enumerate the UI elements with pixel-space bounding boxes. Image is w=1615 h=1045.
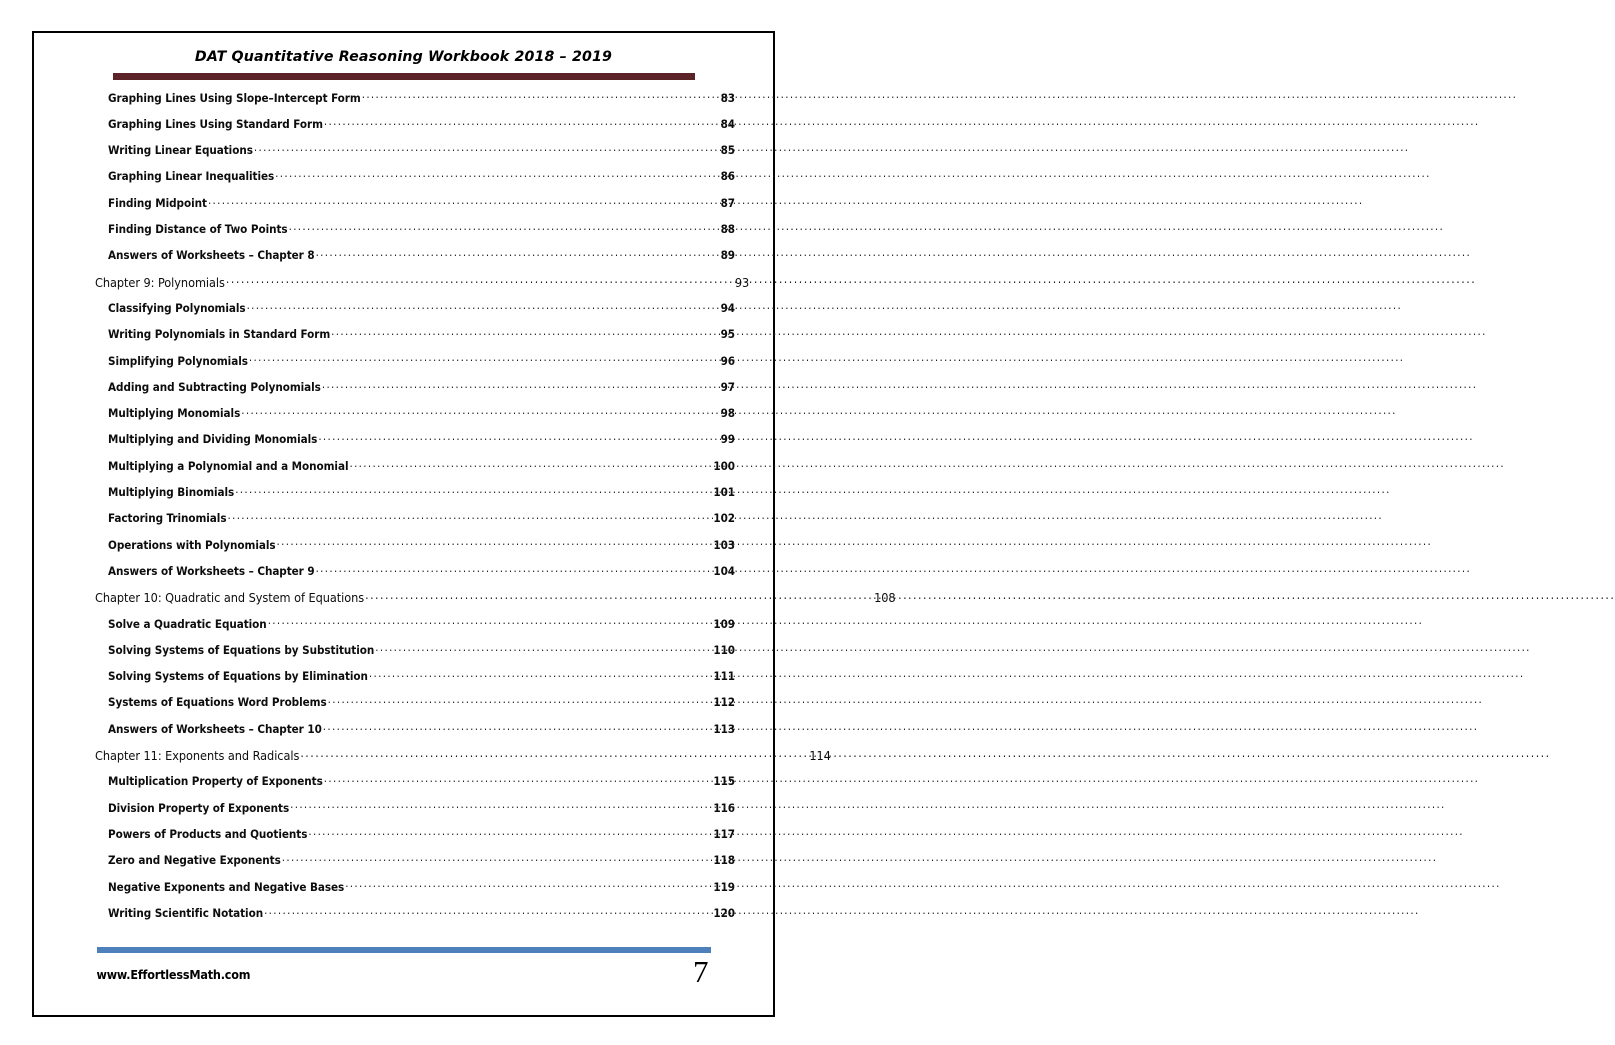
toc-entry-label: Multiplication Property of Exponents bbox=[108, 774, 323, 789]
toc-page-number: 112 bbox=[713, 695, 735, 710]
header-rule bbox=[113, 73, 695, 80]
toc-dot-leader bbox=[254, 143, 720, 155]
toc-entry-label: Chapter 9: Polynomials bbox=[95, 274, 225, 290]
toc-entry-label: Zero and Negative Exponents bbox=[108, 853, 281, 868]
toc-dot-leader bbox=[227, 511, 712, 523]
toc-dot-leader bbox=[308, 826, 712, 838]
toc-entry-label: Answers of Worksheets – Chapter 8 bbox=[108, 248, 315, 263]
toc-dot-leader bbox=[318, 432, 719, 444]
toc-entry-label: Adding and Subtracting Polynomials bbox=[108, 379, 321, 394]
toc-page-number: 99 bbox=[720, 432, 735, 447]
toc-page-number: 109 bbox=[713, 616, 735, 631]
toc-page-number: 93 bbox=[734, 274, 750, 290]
toc-chapter-row[interactable] bbox=[34, 274, 773, 300]
header-title: DAT Quantitative Reasoning Workbook 2018 – 2019 bbox=[194, 49, 613, 65]
toc-dot-leader bbox=[300, 747, 808, 760]
toc-page-number: 85 bbox=[720, 143, 735, 158]
toc-entry-label: Finding Midpoint bbox=[108, 195, 207, 210]
toc-entry-label: Division Property of Exponents bbox=[108, 800, 290, 815]
toc-page-number: 84 bbox=[720, 116, 735, 131]
toc-dot-leader bbox=[289, 221, 720, 233]
toc-entry-label: Multiplying Monomials bbox=[108, 406, 241, 421]
table-of-contents bbox=[34, 90, 896, 932]
toc-dot-leader bbox=[349, 458, 712, 470]
toc-dot-leader bbox=[235, 484, 712, 496]
page-header bbox=[34, 33, 773, 80]
toc-dot-leader bbox=[277, 537, 713, 549]
toc-entry-row[interactable] bbox=[34, 879, 773, 905]
toc-dot-leader bbox=[264, 905, 712, 917]
toc-entry-label: Systems of Equations Word Problems bbox=[108, 695, 327, 710]
toc-dot-leader bbox=[369, 669, 712, 681]
toc-dot-leader bbox=[362, 90, 720, 102]
toc-entry-row[interactable] bbox=[34, 642, 773, 668]
toc-dot-leader bbox=[345, 879, 712, 891]
footer-website-url[interactable]: www.EffortlessMath.com bbox=[96, 967, 251, 982]
toc-entry-row[interactable] bbox=[34, 327, 773, 353]
toc-entry-row[interactable] bbox=[34, 432, 773, 458]
toc-page-number: 113 bbox=[713, 721, 735, 736]
toc-page-number: 110 bbox=[713, 642, 735, 657]
toc-entry-row[interactable] bbox=[34, 721, 773, 747]
toc-entry-label: Powers of Products and Quotients bbox=[108, 826, 308, 841]
toc-dot-leader bbox=[241, 406, 719, 418]
toc-dot-leader bbox=[365, 590, 873, 603]
toc-entry-label: Classifying Polynomials bbox=[108, 300, 246, 315]
toc-entry-label: Solving Systems of Equations by Substitution bbox=[108, 642, 375, 657]
toc-dot-leader bbox=[324, 774, 713, 786]
toc-entry-label: Writing Scientific Notation bbox=[108, 905, 264, 920]
toc-page-number: 108 bbox=[874, 590, 896, 606]
toc-entry-row[interactable] bbox=[34, 695, 773, 721]
toc-entry-row[interactable] bbox=[34, 169, 773, 195]
toc-entry-row[interactable] bbox=[34, 484, 773, 510]
toc-page-number: 115 bbox=[713, 774, 735, 789]
toc-entry-label: Answers of Worksheets – Chapter 10 bbox=[108, 721, 322, 736]
toc-dot-leader bbox=[247, 300, 720, 312]
toc-dot-leader bbox=[268, 616, 713, 628]
toc-page-number: 96 bbox=[720, 353, 735, 368]
toc-page-number: 120 bbox=[713, 905, 735, 920]
toc-chapter-row[interactable] bbox=[34, 747, 831, 773]
toc-entry-label: Writing Polynomials in Standard Form bbox=[108, 327, 331, 342]
toc-dot-leader bbox=[316, 248, 720, 260]
toc-entry-label: Multiplying Binomials bbox=[108, 485, 235, 500]
document-page bbox=[32, 31, 896, 1017]
toc-entry-label: Multiplying a Polynomial and a Monomial bbox=[108, 458, 349, 473]
toc-entry-row[interactable] bbox=[34, 905, 773, 931]
toc-page-number: 102 bbox=[713, 511, 735, 526]
toc-entry-row[interactable] bbox=[34, 826, 773, 852]
toc-chapter-row[interactable] bbox=[34, 590, 896, 616]
toc-entry-label: Operations with Polynomials bbox=[108, 537, 276, 552]
toc-entry-row[interactable] bbox=[34, 221, 773, 247]
toc-page-number: 104 bbox=[713, 563, 735, 578]
toc-entry-row[interactable] bbox=[34, 116, 773, 142]
toc-entry-row[interactable] bbox=[34, 563, 773, 589]
toc-page-number: 117 bbox=[713, 826, 735, 841]
toc-entry-row[interactable] bbox=[34, 616, 773, 642]
toc-dot-leader bbox=[324, 116, 720, 128]
toc-entry-row[interactable] bbox=[34, 669, 773, 695]
toc-page-number: 101 bbox=[713, 485, 735, 500]
toc-entry-row[interactable] bbox=[34, 406, 773, 432]
toc-entry-label: Negative Exponents and Negative Bases bbox=[108, 879, 345, 894]
toc-dot-leader bbox=[323, 721, 713, 733]
page-footer bbox=[34, 947, 773, 1015]
toc-entry-label: Solving Systems of Equations by Elimination bbox=[108, 669, 368, 684]
toc-entry-label: Finding Distance of Two Points bbox=[108, 222, 288, 237]
toc-page-number: 98 bbox=[720, 406, 735, 421]
toc-entry-row[interactable] bbox=[34, 300, 773, 326]
toc-dot-leader bbox=[290, 800, 712, 812]
toc-entry-row[interactable] bbox=[34, 195, 773, 221]
toc-entry-label: Graphing Lines Using Standard Form bbox=[108, 116, 323, 131]
toc-entry-label: Graphing Linear Inequalities bbox=[108, 169, 275, 184]
toc-page-number: 87 bbox=[720, 195, 735, 210]
toc-entry-label: Writing Linear Equations bbox=[108, 143, 253, 158]
toc-entry-row[interactable] bbox=[34, 853, 773, 879]
toc-dot-leader bbox=[275, 169, 719, 181]
toc-dot-leader bbox=[328, 695, 713, 707]
toc-entry-row[interactable] bbox=[34, 353, 773, 379]
toc-entry-label: Factoring Trinomials bbox=[108, 511, 227, 526]
toc-dot-leader bbox=[208, 195, 720, 207]
toc-entry-label: Answers of Worksheets – Chapter 9 bbox=[108, 563, 315, 578]
toc-entry-row[interactable] bbox=[34, 143, 773, 169]
toc-dot-leader bbox=[226, 274, 734, 287]
toc-dot-leader bbox=[322, 379, 720, 391]
toc-page-number: 103 bbox=[713, 537, 735, 552]
toc-entry-label: Solve a Quadratic Equation bbox=[108, 616, 267, 631]
footer-page-number: 7 bbox=[693, 954, 709, 989]
toc-page-number: 94 bbox=[720, 300, 735, 315]
toc-entry-row[interactable] bbox=[34, 90, 773, 116]
toc-entry-row[interactable] bbox=[34, 511, 773, 537]
toc-entry-row[interactable] bbox=[34, 458, 773, 484]
toc-entry-label: Graphing Lines Using Slope–Intercept Form bbox=[108, 90, 361, 105]
toc-dot-leader bbox=[282, 853, 713, 865]
toc-page-number: 116 bbox=[713, 800, 735, 815]
toc-entry-row[interactable] bbox=[34, 537, 773, 563]
toc-entry-label: Multiplying and Dividing Monomials bbox=[108, 432, 318, 447]
toc-dot-leader bbox=[375, 642, 712, 654]
toc-entry-label: Chapter 10: Quadratic and System of Equations bbox=[95, 590, 365, 606]
toc-dot-leader bbox=[331, 327, 719, 339]
toc-page-number: 88 bbox=[720, 222, 735, 237]
toc-entry-row[interactable] bbox=[34, 248, 773, 274]
toc-page-number: 118 bbox=[713, 853, 735, 868]
toc-page-number: 97 bbox=[720, 379, 735, 394]
toc-dot-leader bbox=[316, 563, 713, 575]
toc-entry-row[interactable] bbox=[34, 379, 773, 405]
toc-page-number: 114 bbox=[809, 748, 831, 764]
toc-page-number: 83 bbox=[720, 90, 735, 105]
toc-entry-row[interactable] bbox=[34, 800, 773, 826]
toc-entry-label: Simplifying Polynomials bbox=[108, 353, 248, 368]
toc-page-number: 95 bbox=[720, 327, 735, 342]
toc-page-number: 100 bbox=[713, 458, 735, 473]
toc-page-number: 119 bbox=[713, 879, 735, 894]
toc-page-number: 111 bbox=[713, 669, 735, 684]
toc-entry-row[interactable] bbox=[34, 774, 773, 800]
toc-entry-label: Chapter 11: Exponents and Radicals bbox=[95, 748, 300, 764]
toc-dot-leader bbox=[249, 353, 720, 365]
toc-page-number: 86 bbox=[720, 169, 735, 184]
toc-page-number: 89 bbox=[720, 248, 735, 263]
